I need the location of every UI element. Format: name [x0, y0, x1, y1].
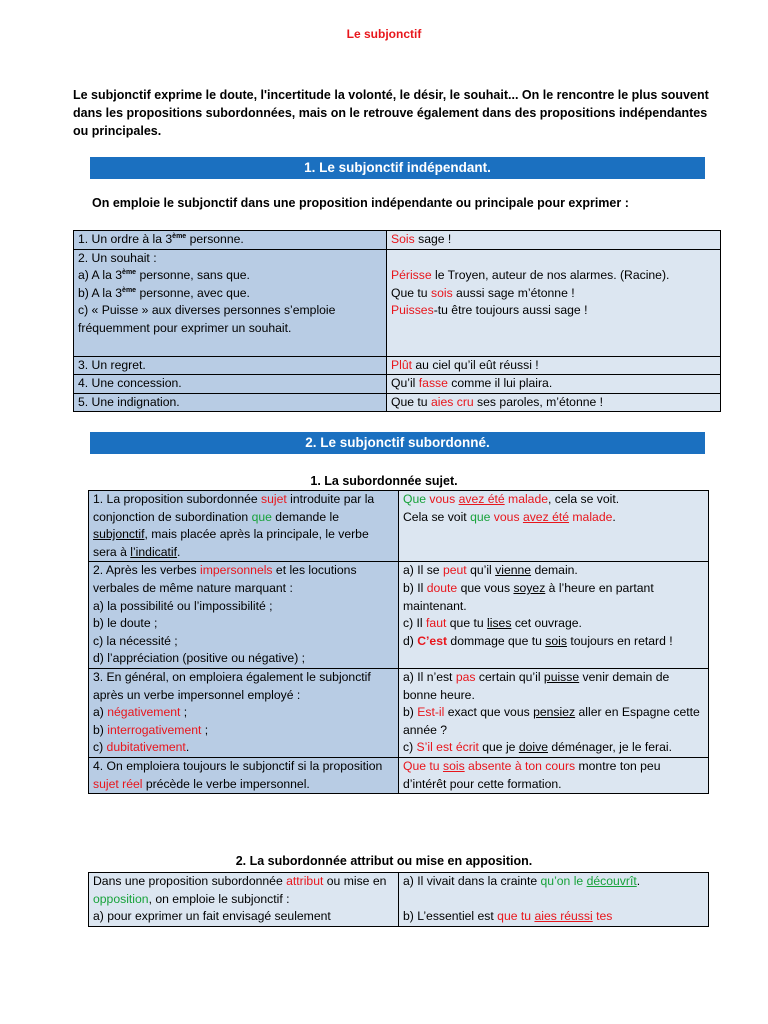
page-title: Le subjonctif: [346, 27, 422, 41]
rule-cell: 4. On emploiera toujours le subjonctif si la proposition sujet réel précède le verbe impersonnel.: [89, 757, 399, 793]
example-cell: Sois sage !: [387, 231, 721, 250]
example-cell: a) Il n’est pas certain qu’il puisse venir demain de bonne heure. b) Est-il exact que vous pensiez aller en Espagne cette année ? c) S’il est écrit que je doive déménager, je le ferai.: [399, 668, 709, 757]
rule-cell: Dans une proposition subordonnée attribut ou mise en opposition, on emploie le subjonctif : a) pour exprimer un fait envisagé seulement: [89, 873, 399, 927]
rule-cell: 3. En général, on emploiera également le subjonctif après un verbe impersonnel employé : a) négativement ; b) interrogativement ; c) dubitativement.: [89, 668, 399, 757]
attribute-clause-table: [88, 872, 709, 927]
subheading-attribute: 2. La subordonnée attribut ou mise en apposition.: [235, 854, 533, 868]
rule-cell: 1. La proposition subordonnée sujet introduite par la conjonction de subordination que demande le subjonctif, mais placée après la principale, le verbe sera à l’indicatif.: [89, 491, 399, 562]
example-cell: Périsse le Troyen, auteur de nos alarmes. (Racine). Que tu sois aussi sage m’étonne ! Puisses-tu être toujours aussi sage !: [387, 249, 721, 356]
table-row: [89, 873, 709, 927]
usage-cell: 1. Un ordre à la 3ème personne.: [74, 231, 387, 250]
table-row: [74, 249, 721, 356]
usage-cell: 5. Une indignation.: [74, 393, 387, 412]
subject-clause-table: [88, 490, 709, 794]
table-row: [74, 231, 721, 250]
example-cell: Qu’il fasse comme il lui plaira.: [387, 375, 721, 394]
subheading-subject: 1. La subordonnée sujet.: [310, 474, 458, 488]
example-cell: Que tu sois absente à ton cours montre ton peu d’intérêt pour cette formation.: [399, 757, 709, 793]
intro-paragraph: Le subjonctif exprime le doute, l'incertitude la volonté, le désir, le souhait... On le rencontre le plus souvent dans les propositions subordonnées, mais on le retrouve également dans des propositions indépendantes ou principales.: [73, 88, 709, 138]
example-cell: Que vous avez été malade, cela se voit. Cela se voit que vous avez été malade.: [399, 491, 709, 562]
example-cell: Que tu aies cru ses paroles, m’étonne !: [387, 393, 721, 412]
example-cell: a) Il se peut qu’il vienne demain. b) Il doute que vous soyez à l’heure en partant maintenant. c) Il faut que tu lises cet ouvrage. d) C’est dommage que tu sois toujours en retard !: [399, 562, 709, 669]
table-row: [89, 668, 709, 757]
usage-cell: 4. Une concession.: [74, 375, 387, 394]
table-row: [74, 356, 721, 375]
table-row: [74, 393, 721, 412]
section1-lead: On emploie le subjonctif dans une proposition indépendante ou principale pour exprimer :: [92, 196, 629, 210]
usage-cell: 3. Un regret.: [74, 356, 387, 375]
example-cell: a) Il vivait dans la crainte qu’on le découvrît. b) L’essentiel est que tu aies réussi tes: [399, 873, 709, 927]
table-row: [74, 375, 721, 394]
independent-subjunctive-table: [73, 230, 721, 412]
table-row: [89, 562, 709, 669]
table-row: [89, 491, 709, 562]
section2-heading: 2. Le subjonctif subordonné.: [90, 432, 705, 454]
example-cell: Plût au ciel qu’il eût réussi !: [387, 356, 721, 375]
table-row: [89, 757, 709, 793]
section1-heading: 1. Le subjonctif indépendant.: [90, 157, 705, 179]
rule-cell: 2. Après les verbes impersonnels et les locutions verbales de même nature marquant : a) la possibilité ou l’impossibilité ; b) le doute ; c) la nécessité ; d) l’appréciation (positive ou négative) ;: [89, 562, 399, 669]
usage-cell: 2. Un souhait : a) A la 3ème personne, sans que. b) A la 3ème personne, avec que. c) « Puisse » aux diverses personnes s’emploie fréquemment pour exprimer un souhait.: [74, 249, 387, 356]
